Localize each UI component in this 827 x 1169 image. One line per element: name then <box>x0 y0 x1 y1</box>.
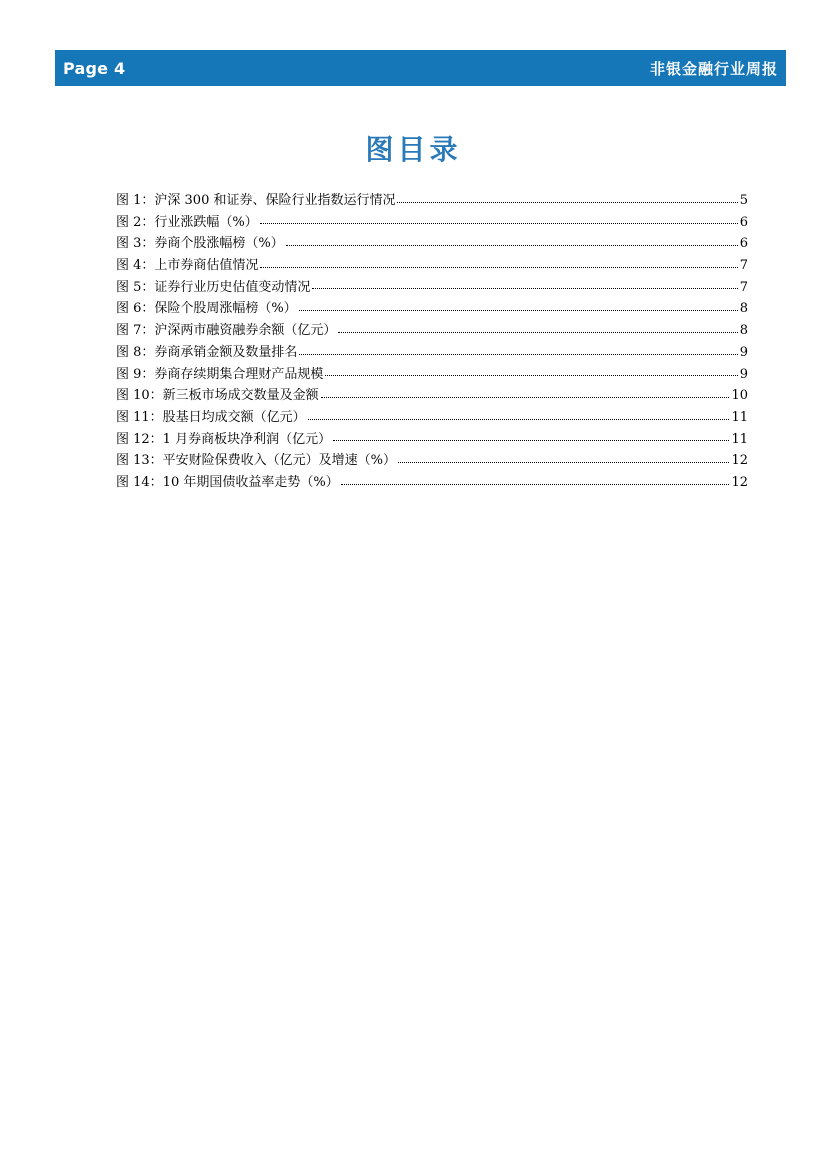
toc-dot-leader <box>286 245 738 246</box>
page-header <box>55 50 786 86</box>
toc-dot-leader <box>299 354 737 355</box>
toc-entry-label: 图 1：沪深 300 和证券、保险行业指数运行情况 <box>116 193 396 208</box>
toc-entry-label: 图 7：沪深两市融资融券余额（亿元） <box>116 323 337 339</box>
toc-entry-page: 6 <box>739 236 748 252</box>
toc-entry-page: 12 <box>731 453 748 469</box>
toc-entry-label: 图 10：新三板市场成交数量及金额 <box>116 388 319 404</box>
toc-dot-leader <box>341 484 730 485</box>
toc-dot-leader <box>333 440 729 441</box>
toc-entry-label: 图 2：行业涨跌幅（%） <box>116 214 258 230</box>
toc-entry-page: 8 <box>739 301 748 317</box>
toc-entry[interactable] <box>116 450 748 472</box>
toc-entry[interactable] <box>116 472 748 494</box>
toc-entry-page: 9 <box>739 344 748 360</box>
toc-entry-page: 9 <box>739 366 748 382</box>
toc-entry-label: 图 4：上市券商估值情况 <box>116 258 259 274</box>
toc-dot-leader <box>397 202 737 203</box>
toc-entry-page: 11 <box>731 409 748 425</box>
toc-entry-page: 7 <box>739 258 748 274</box>
toc-entry[interactable] <box>116 255 748 277</box>
toc-dot-leader <box>299 310 738 311</box>
toc-entry[interactable] <box>116 277 748 299</box>
toc-dot-leader <box>398 462 729 463</box>
report-title: 非银金融行业周报 <box>649 59 778 78</box>
toc-entry[interactable] <box>116 407 748 429</box>
toc-entry[interactable] <box>116 364 748 386</box>
page-number: Page 4 <box>63 58 126 78</box>
toc-entry[interactable] <box>116 342 748 364</box>
toc-entry-page: 8 <box>739 323 748 339</box>
toc-entry[interactable] <box>116 190 748 212</box>
toc-entry-page: 7 <box>739 279 748 295</box>
toc-entry[interactable] <box>116 320 748 342</box>
toc-dot-leader <box>260 267 737 268</box>
toc-entry[interactable] <box>116 233 748 255</box>
toc-entry-page: 12 <box>731 474 748 490</box>
toc-entry-page: 10 <box>731 388 748 404</box>
toc-entry-label: 图 5：证券行业历史估值变动情况 <box>116 279 311 295</box>
toc-entry-label: 图 3：券商个股涨幅榜（%） <box>116 236 284 252</box>
toc-entry[interactable] <box>116 429 748 451</box>
toc-dot-leader <box>308 419 730 420</box>
toc-dot-leader <box>325 375 737 376</box>
toc-dot-leader <box>260 223 738 224</box>
toc-entry[interactable] <box>116 298 748 320</box>
figure-toc-list <box>116 190 748 494</box>
toc-entry-label: 图 6：保险个股周涨幅榜（%） <box>116 301 297 317</box>
toc-entry-label: 图 9：券商存续期集合理财产品规模 <box>116 366 324 382</box>
toc-entry-page: 11 <box>731 431 748 447</box>
toc-entry-label: 图 11：股基日均成交额（亿元） <box>116 409 306 425</box>
toc-entry[interactable] <box>116 212 748 234</box>
toc-dot-leader <box>321 397 730 398</box>
toc-heading: 图目录 <box>365 133 462 166</box>
toc-entry-page: 5 <box>739 193 748 208</box>
toc-entry-page: 6 <box>739 214 748 230</box>
toc-entry-label: 图 12：1 月券商板块净利润（亿元） <box>116 431 332 447</box>
toc-entry[interactable] <box>116 385 748 407</box>
toc-entry-label: 图 14：10 年期国债收益率走势（%） <box>116 474 339 490</box>
toc-dot-leader <box>312 288 737 289</box>
toc-entry-label: 图 8：券商承销金额及数量排名 <box>116 344 298 360</box>
toc-entry-label: 图 13：平安财险保费收入（亿元）及增速（%） <box>116 453 397 469</box>
toc-dot-leader <box>338 332 737 333</box>
